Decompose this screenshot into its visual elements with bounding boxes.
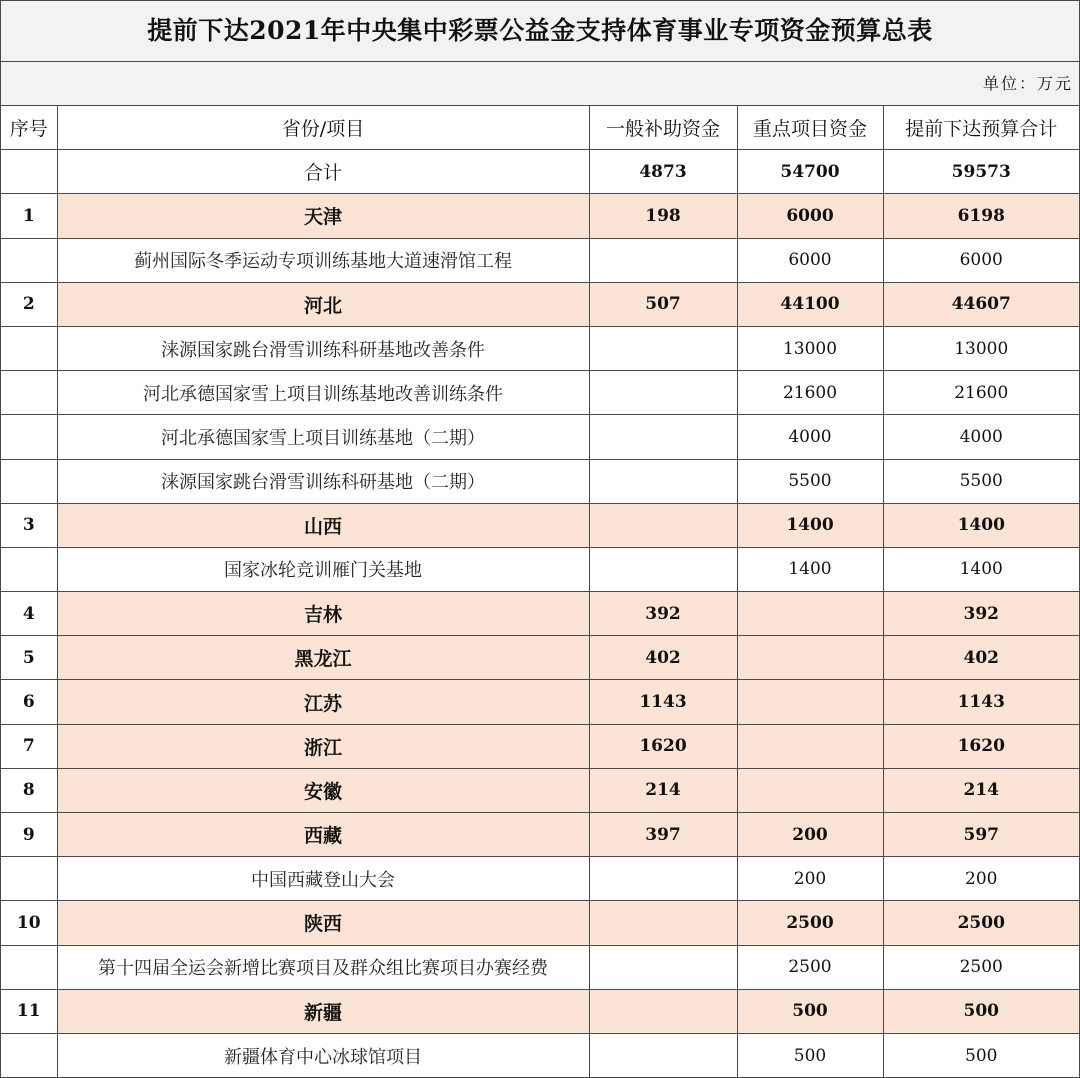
total-cell: 2500 (883, 901, 1079, 945)
total-cell: 214 (883, 768, 1079, 812)
project-row (1, 326, 1079, 370)
total-cell: 5500 (883, 459, 1079, 503)
name-cell: 中国西藏登山大会 (57, 857, 589, 901)
name-cell: 河北承德国家雪上项目训练基地（二期） (57, 415, 589, 459)
name-cell: 国家冰轮竞训雁门关基地 (57, 547, 589, 591)
header-general-funds: 一般补助资金 (589, 106, 737, 150)
key-project-funds-cell: 1400 (737, 503, 883, 547)
total-cell: 392 (883, 592, 1079, 636)
key-project-funds-cell (737, 636, 883, 680)
name-cell: 西藏 (57, 813, 589, 857)
province-row (1, 813, 1079, 857)
general-funds-cell (589, 989, 737, 1033)
key-project-funds-cell: 2500 (737, 901, 883, 945)
index-cell (1, 415, 57, 459)
key-project-funds-cell: 4000 (737, 415, 883, 459)
general-funds-cell (589, 857, 737, 901)
name-cell: 浙江 (57, 724, 589, 768)
general-funds-cell (589, 901, 737, 945)
header-name: 省份/项目 (57, 106, 589, 150)
index-cell (1, 326, 57, 370)
key-project-funds-cell (737, 680, 883, 724)
total-cell: 1143 (883, 680, 1079, 724)
title-prefix: 提前下达 (147, 16, 250, 45)
index-cell: 2 (1, 282, 57, 326)
general-funds-cell: 1620 (589, 724, 737, 768)
name-cell: 蓟州国际冬季运动专项训练基地大道速滑馆工程 (57, 238, 589, 282)
total-cell: 597 (883, 813, 1079, 857)
header-row (1, 106, 1079, 150)
name-cell: 河北承德国家雪上项目训练基地改善训练条件 (57, 371, 589, 415)
general-funds-cell (589, 326, 737, 370)
key-project-funds-cell (737, 592, 883, 636)
index-cell (1, 547, 57, 591)
table-title (1, 1, 1079, 62)
key-project-funds-cell: 13000 (737, 326, 883, 370)
key-project-funds-cell: 2500 (737, 945, 883, 989)
name-cell: 黑龙江 (57, 636, 589, 680)
name-cell: 安徽 (57, 768, 589, 812)
key-project-funds-cell: 6000 (737, 238, 883, 282)
key-project-funds-cell: 54700 (737, 150, 883, 194)
general-funds-cell: 4873 (589, 150, 737, 194)
total-cell: 59573 (883, 150, 1079, 194)
index-cell: 10 (1, 901, 57, 945)
header-total: 提前下达预算合计 (883, 106, 1079, 150)
name-cell: 江苏 (57, 680, 589, 724)
total-cell: 6198 (883, 194, 1079, 238)
province-row (1, 989, 1079, 1033)
general-funds-cell (589, 1033, 737, 1077)
name-cell: 山西 (57, 503, 589, 547)
index-cell: 4 (1, 592, 57, 636)
project-row (1, 1033, 1079, 1077)
total-cell: 2500 (883, 945, 1079, 989)
province-row (1, 194, 1079, 238)
index-cell: 1 (1, 194, 57, 238)
general-funds-cell: 198 (589, 194, 737, 238)
general-funds-cell (589, 238, 737, 282)
total-cell: 1400 (883, 503, 1079, 547)
total-cell: 402 (883, 636, 1079, 680)
general-funds-cell: 214 (589, 768, 737, 812)
name-cell: 合计 (57, 150, 589, 194)
general-funds-cell (589, 547, 737, 591)
project-row (1, 857, 1079, 901)
index-cell (1, 371, 57, 415)
header-index: 序号 (1, 106, 57, 150)
province-row (1, 592, 1079, 636)
index-cell (1, 238, 57, 282)
index-cell (1, 857, 57, 901)
province-row (1, 680, 1079, 724)
unit-label: 单位：万元 (1, 62, 1079, 106)
general-funds-cell (589, 503, 737, 547)
title-suffix: 年中央集中彩票公益金支持体育事业专项资金预算总表 (320, 16, 933, 45)
general-funds-cell (589, 459, 737, 503)
key-project-funds-cell (737, 724, 883, 768)
total-cell: 1400 (883, 547, 1079, 591)
general-funds-cell: 1143 (589, 680, 737, 724)
key-project-funds-cell: 21600 (737, 371, 883, 415)
total-cell: 21600 (883, 371, 1079, 415)
index-cell (1, 945, 57, 989)
province-row (1, 503, 1079, 547)
index-cell (1, 1033, 57, 1077)
project-row (1, 459, 1079, 503)
total-cell: 500 (883, 989, 1079, 1033)
project-row (1, 371, 1079, 415)
name-cell: 新疆体育中心冰球馆项目 (57, 1033, 589, 1077)
index-cell: 8 (1, 768, 57, 812)
project-row (1, 547, 1079, 591)
key-project-funds-cell: 1400 (737, 547, 883, 591)
key-project-funds-cell: 200 (737, 857, 883, 901)
title-year: 2021 (249, 16, 321, 45)
index-cell: 9 (1, 813, 57, 857)
province-row (1, 724, 1079, 768)
general-funds-cell (589, 945, 737, 989)
total-cell: 200 (883, 857, 1079, 901)
total-cell: 500 (883, 1033, 1079, 1077)
index-cell: 5 (1, 636, 57, 680)
total-cell: 13000 (883, 326, 1079, 370)
name-cell: 吉林 (57, 592, 589, 636)
province-row (1, 282, 1079, 326)
name-cell: 涞源国家跳台滑雪训练科研基地（二期） (57, 459, 589, 503)
name-cell: 陕西 (57, 901, 589, 945)
total-cell: 1620 (883, 724, 1079, 768)
general-funds-cell (589, 371, 737, 415)
province-row (1, 636, 1079, 680)
name-cell: 天津 (57, 194, 589, 238)
province-row (1, 901, 1079, 945)
key-project-funds-cell: 5500 (737, 459, 883, 503)
name-cell: 新疆 (57, 989, 589, 1033)
name-cell: 第十四届全运会新增比赛项目及群众组比赛项目办赛经费 (57, 945, 589, 989)
index-cell (1, 150, 57, 194)
general-funds-cell: 397 (589, 813, 737, 857)
total-row (1, 150, 1079, 194)
project-row (1, 238, 1079, 282)
name-cell: 河北 (57, 282, 589, 326)
table-body (1, 150, 1079, 1078)
index-cell: 11 (1, 989, 57, 1033)
index-cell: 3 (1, 503, 57, 547)
project-row (1, 945, 1079, 989)
key-project-funds-cell (737, 768, 883, 812)
index-cell: 6 (1, 680, 57, 724)
key-project-funds-cell: 500 (737, 989, 883, 1033)
key-project-funds-cell: 44100 (737, 282, 883, 326)
key-project-funds-cell: 6000 (737, 194, 883, 238)
general-funds-cell: 392 (589, 592, 737, 636)
header-key-project-funds: 重点项目资金 (737, 106, 883, 150)
name-cell: 涞源国家跳台滑雪训练科研基地改善条件 (57, 326, 589, 370)
general-funds-cell (589, 415, 737, 459)
budget-table (1, 106, 1079, 1078)
general-funds-cell: 507 (589, 282, 737, 326)
index-cell: 7 (1, 724, 57, 768)
index-cell (1, 459, 57, 503)
total-cell: 4000 (883, 415, 1079, 459)
project-row (1, 415, 1079, 459)
key-project-funds-cell: 200 (737, 813, 883, 857)
province-row (1, 768, 1079, 812)
total-cell: 6000 (883, 238, 1079, 282)
total-cell: 44607 (883, 282, 1079, 326)
general-funds-cell: 402 (589, 636, 737, 680)
key-project-funds-cell: 500 (737, 1033, 883, 1077)
